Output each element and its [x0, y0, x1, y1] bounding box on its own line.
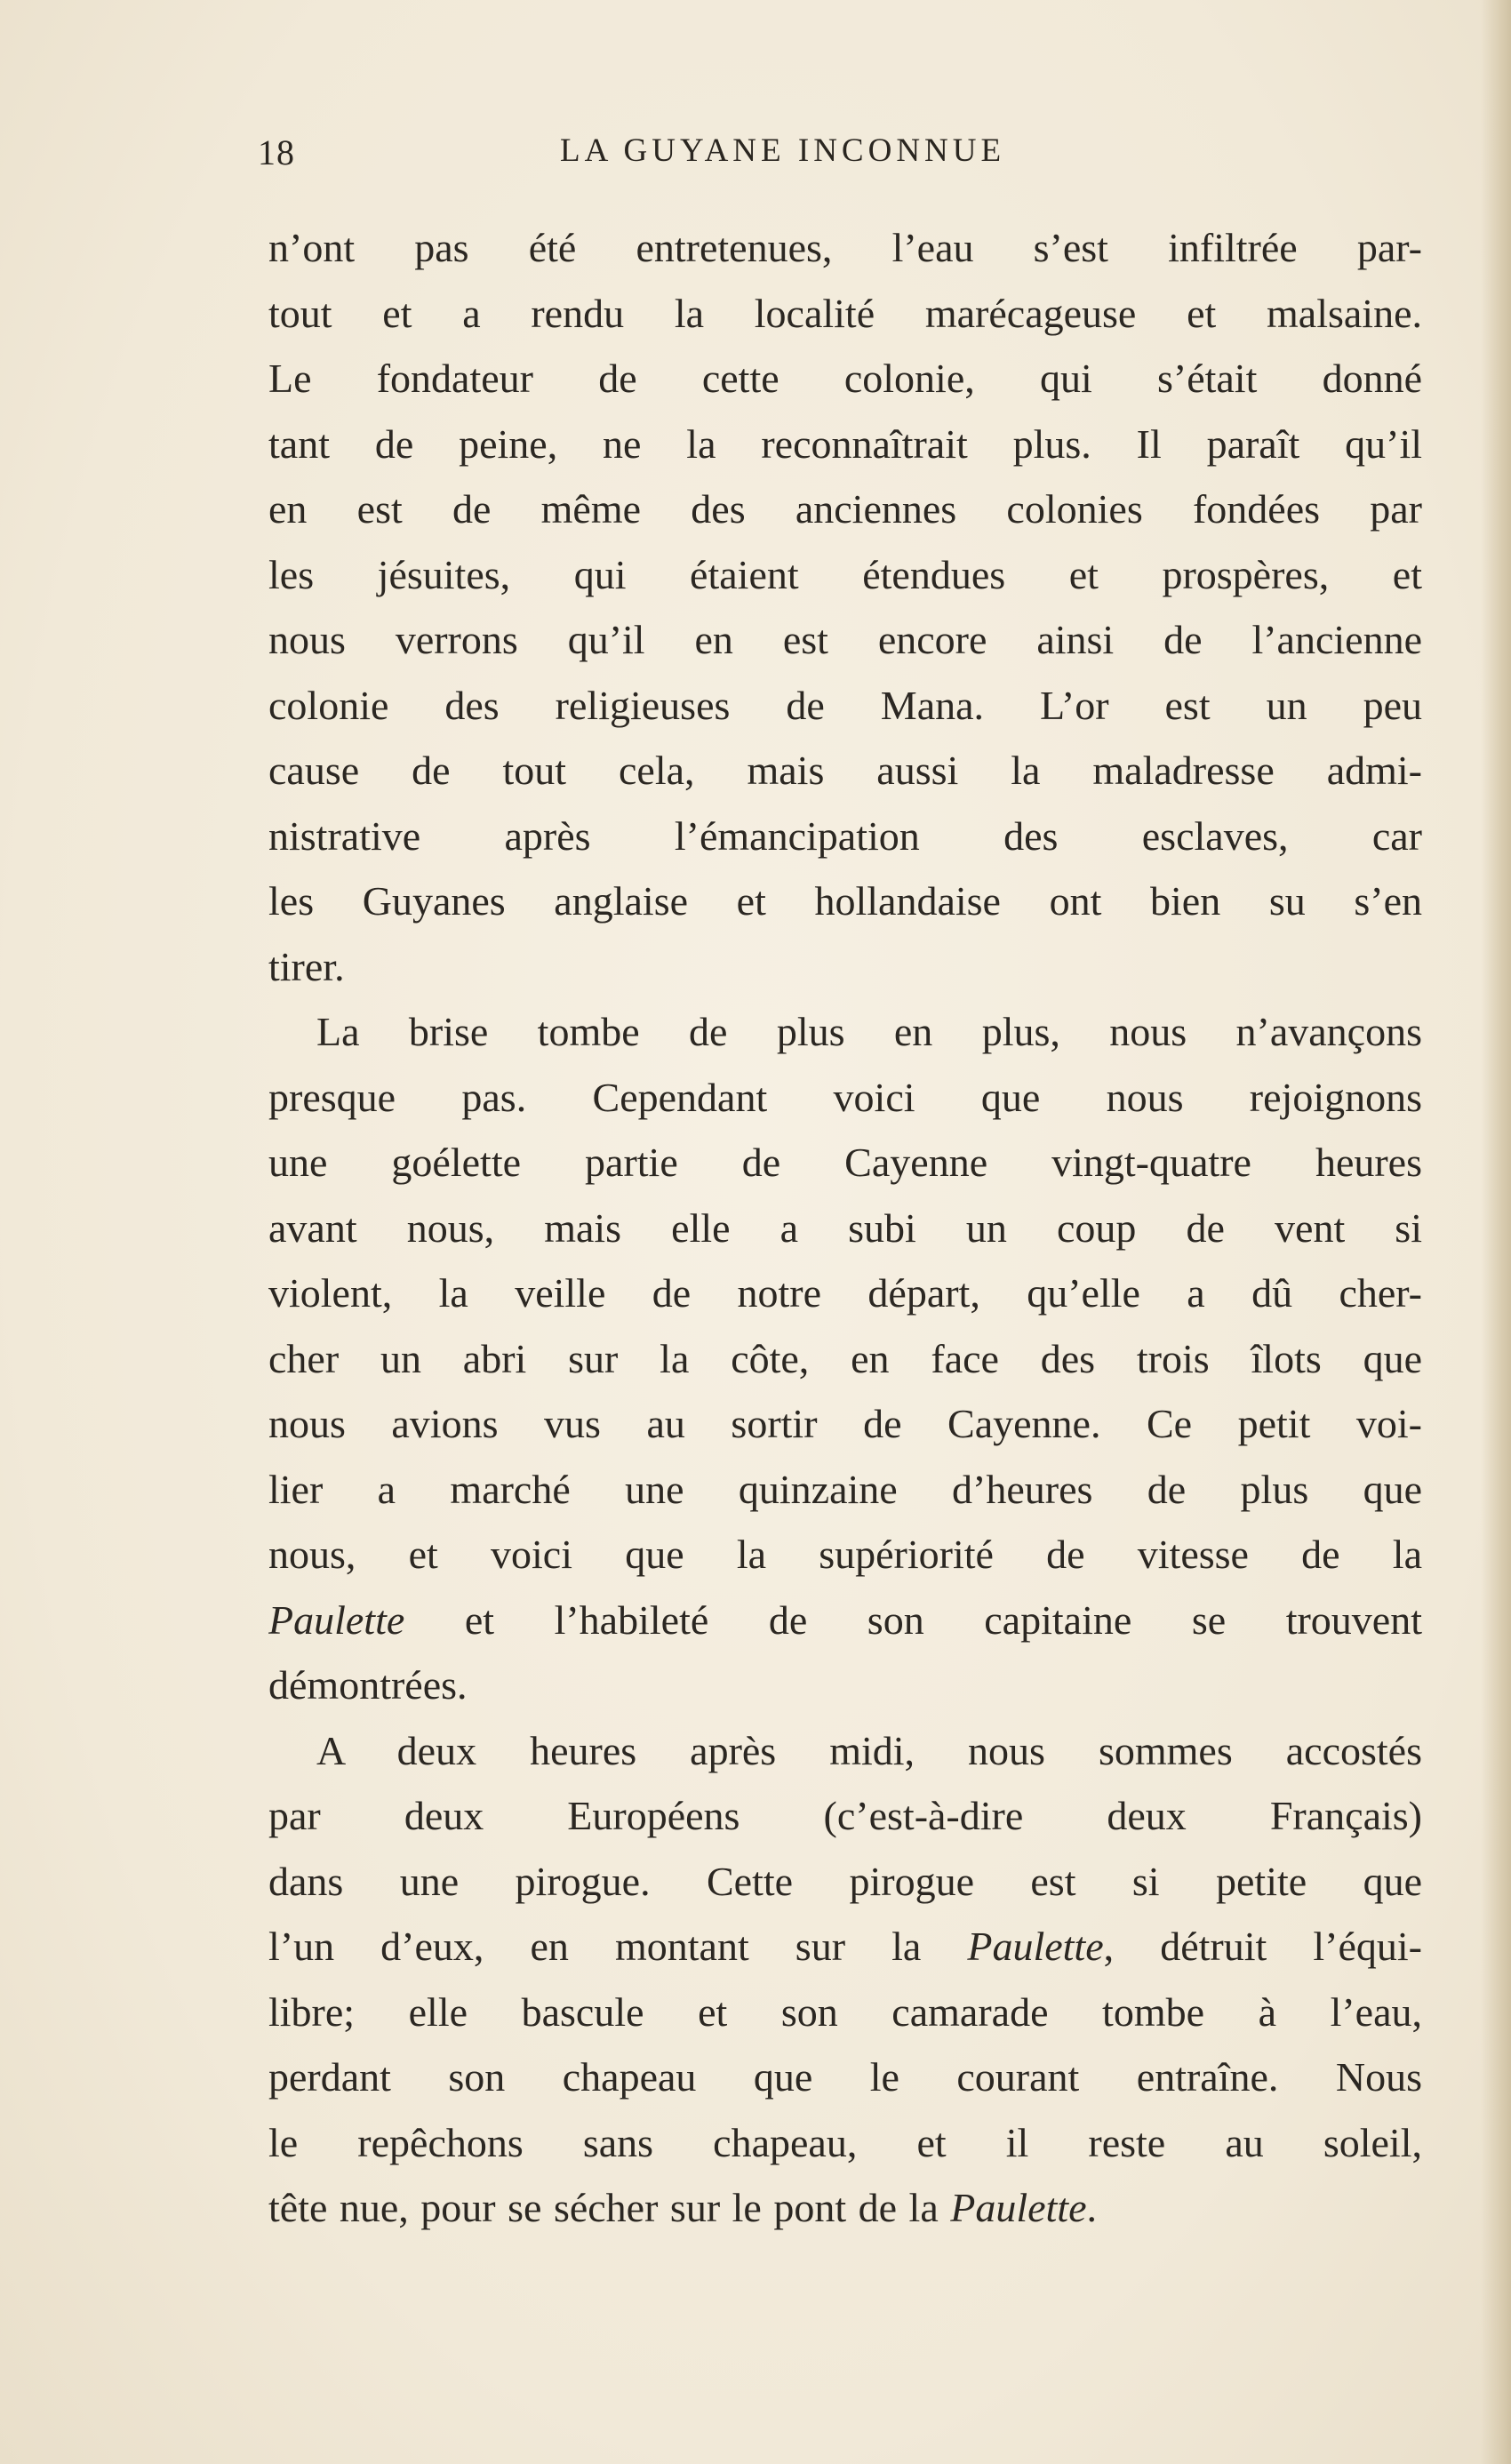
text-line: tant de peine, ne la reconnaîtrait plus. Il paraît qu’il	[268, 420, 1422, 467]
text-line: libre; elle bascule et son camarade tombe à l’eau,	[268, 1988, 1422, 2035]
italic-ship-name: Paulette	[950, 2185, 1087, 2230]
text-line: nous avions vus au sortir de Cayenne. Ce petit voi-	[268, 1401, 1422, 1446]
text-line: presque pas. Cependant voici que nous rejoignons	[268, 1074, 1422, 1120]
page-number: 18	[258, 132, 295, 172]
italic-ship-name: Paulette	[268, 1596, 405, 1643]
page-edge-shadow	[1481, 0, 1511, 2464]
text-line: le repêchons sans chapeau, et il reste au soleil,	[268, 2119, 1422, 2165]
paragraph-2	[268, 999, 1422, 1718]
text-line: Paulette et l’habileté de son capitaine se trouvent	[268, 1596, 1422, 1643]
text-line: A deux heures après midi, nous sommes accostés	[316, 1727, 1422, 1773]
text-line: démontrées.	[268, 1662, 468, 1708]
italic-ship-name: Paulette	[967, 1924, 1104, 1969]
running-header	[258, 132, 1147, 185]
paragraph-3	[268, 1718, 1422, 2241]
text-line: violent, la veille de notre départ, qu’elle a dû cher-	[268, 1270, 1422, 1316]
text-line: nous, et voici que la supériorité de vitesse de la	[268, 1532, 1422, 1577]
text-line: cause de tout cela, mais aussi la maladresse admi-	[268, 748, 1422, 793]
text-line: n’ont pas été entretenues, l’eau s’est infiltrée par-	[268, 225, 1422, 270]
text-line: cher un abri sur la côte, en face des trois îlots que	[268, 1335, 1422, 1381]
text-line: tirer.	[268, 943, 345, 989]
text-line: perdant son chapeau que le courant entraîne. Nous	[268, 2054, 1422, 2100]
text-line: nistrative après l’émancipation des esclaves, car	[268, 812, 1422, 859]
text-line: en est de même des anciennes colonies fondées par	[268, 486, 1422, 532]
text-line: par deux Européens (c’est-à-dire deux Français)	[268, 1793, 1422, 1838]
body-text	[268, 215, 1422, 2241]
paragraph-1	[268, 215, 1422, 999]
text-line: les Guyanes anglaise et hollandaise ont bien su s’en	[268, 878, 1422, 924]
text-line: lier a marché une quinzaine d’heures de plus que	[268, 1466, 1422, 1512]
text-line: Le fondateur de cette colonie, qui s’était donné	[268, 356, 1422, 401]
text-line: une goélette partie de Cayenne vingt-quatre heures	[268, 1140, 1422, 1185]
running-title: LA GUYANE INCONNUE	[560, 132, 1006, 169]
text-line: La brise tombe de plus en plus, nous n’avançons	[316, 1009, 1422, 1054]
text-line: l’un d’eux, en montant sur la Paulette, détruit l’équi-	[268, 1924, 1422, 1969]
text-line: nous verrons qu’il en est encore ainsi de l’ancienne	[268, 617, 1422, 662]
text-line: dans une pirogue. Cette pirogue est si petite que	[268, 1858, 1422, 1904]
text-line: tête nue, pour se sécher sur le pont de la Paulette.	[268, 2185, 1098, 2230]
text-line: avant nous, mais elle a subi un coup de vent si	[268, 1204, 1422, 1251]
text-line: les jésuites, qui étaient étendues et prospères, et	[268, 551, 1422, 597]
text-line: tout et a rendu la localité marécageuse et malsaine.	[268, 290, 1422, 336]
text-line: colonie des religieuses de Mana. L’or est un peu	[268, 682, 1422, 728]
